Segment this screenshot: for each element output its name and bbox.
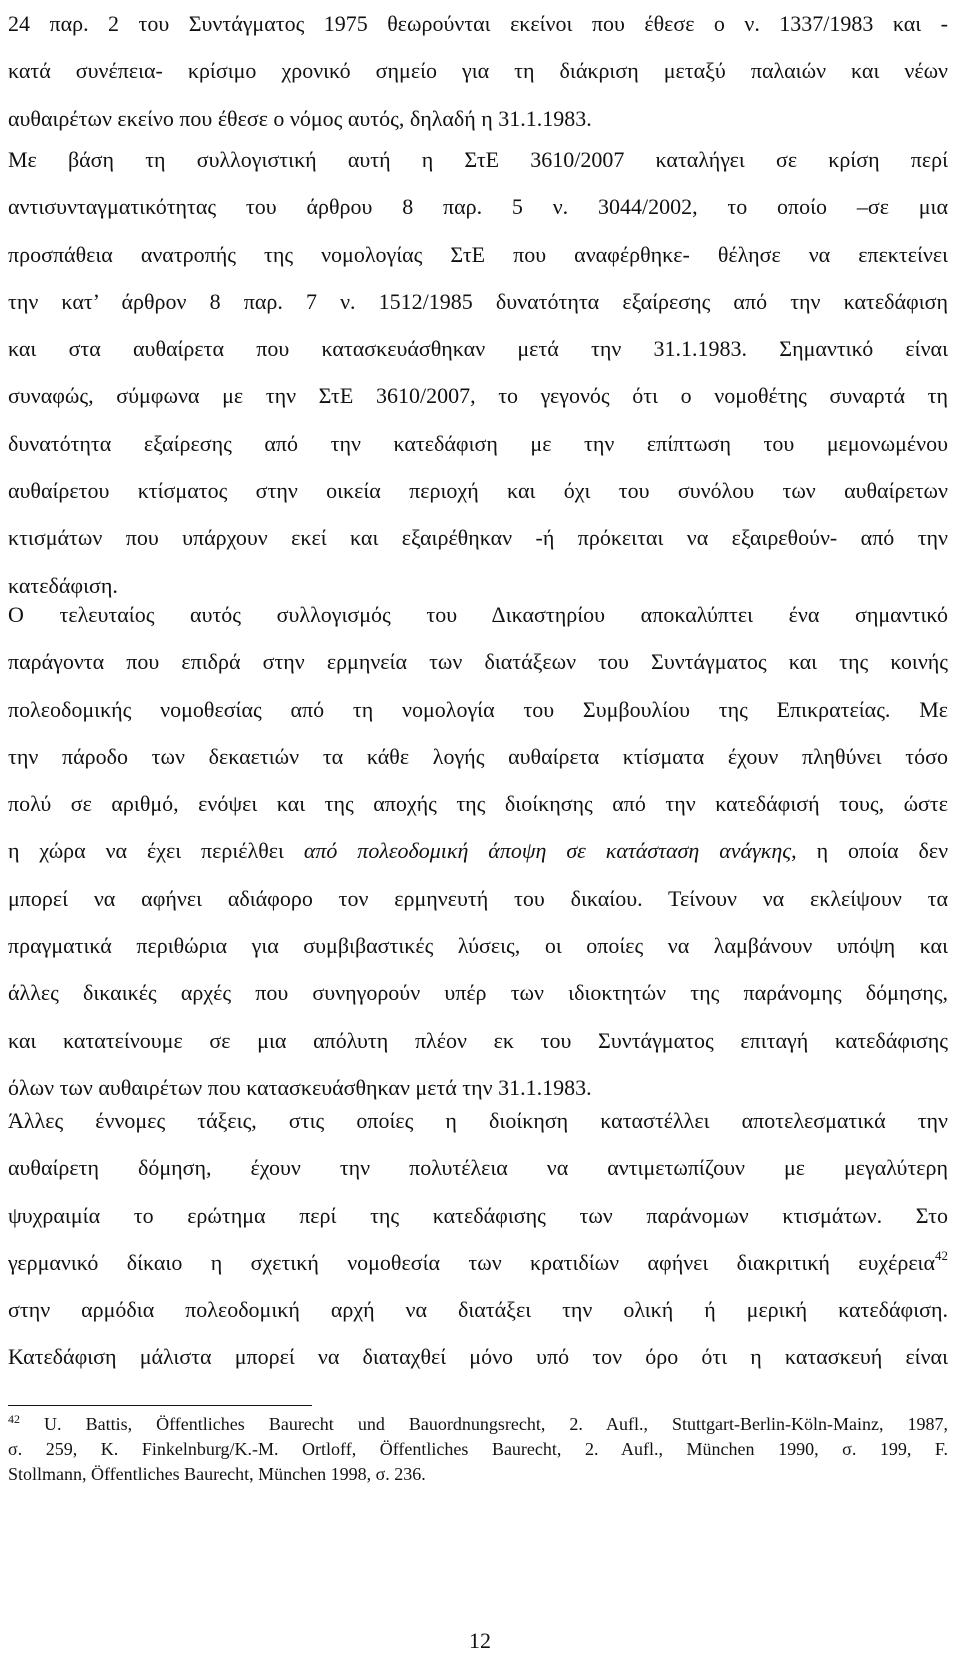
text-line: δυνατότητα εξαίρεσης από την κατεδάφιση με την επίπτωση του μεμονωμένου [8,430,948,456]
paragraph-3 [8,591,948,1111]
text-line: άλλες δικαικές αρχές που συνηγορούν υπέρ των ιδιοκτητών της παράνομης δόμησης, [8,980,948,1006]
text-line: πολύ σε αριθμό, ενόψει και της αποχής της διοίκησης από την κατεδάφισή τους, ώστε [8,791,948,817]
italic-phrase: από πολεοδομική άποψη σε κατάσταση ανάγκης [303,838,792,864]
text-line: ψυχραιμία το ερώτημα περί της κατεδάφισης των παράνομων κτισμάτων. Στο [8,1202,948,1228]
text-line [8,1239,948,1286]
text-line: αυθαίρετη δόμηση, έχουν την πολυτέλεια να αντιμετωπίζουν με μεγαλύτερη [8,1155,948,1181]
text-line: πολεοδομικής νομοθεσίας από τη νομολογία του Συμβουλίου της Επικρατείας. Με [8,696,948,722]
text-line: αυθαίρετου κτίσματος στην οικεία περιοχή και όχι του συνόλου των αυθαίρετων [8,478,948,504]
text-line: Ο τελευταίος αυτός συλλογισμός του Δικαστηρίου αποκαλύπτει ένα σημαντικό [8,602,948,627]
text-line: την πάροδο των δεκαετιών τα κάθε λογής αυθαίρετα κτίσματα έχουν πληθύνει τόσο [8,743,948,769]
text-segment: γερμανικό δίκαιο η σχετική νομοθεσία των κρατιδίων αφήνει διακριτική ευχέρεια [8,1249,935,1275]
footnote-number: 42 [8,1412,20,1426]
text-line: αυθαιρέτων εκείνο που έθεσε ο νόμος αυτός, δηλαδή η 31.1.1983. [8,105,592,131]
paragraph-1 [8,0,948,142]
text-line: μπορεί να αφήνει αδιάφορο τον ερμηνευτή του δικαίου. Τείνουν να εκλείψουν τα [8,885,948,911]
text-line: και στα αυθαίρετα που κατασκευάσθηκαν μετά την 31.1.1983. Σημαντικό είναι [8,336,948,362]
footnote-line: σ. 259, K. Finkelnburg/K.-M. Ortloff, Öffentliches Baurecht, 2. Aufl., München 1990, σ. 199, F. [8,1439,948,1459]
footnote-line: Stollmann, Öffentliches Baurecht, München 1998, σ. 236. [8,1464,426,1484]
paragraph-4 [8,1097,948,1381]
text-line: Κατεδάφιση μάλιστα μπορεί να διαταχθεί μόνο υπό τον όρο ότι η κατασκευή είναι [8,1344,948,1370]
text-line: την κατ’ άρθρον 8 παρ. 7 ν. 1512/1985 δυνατότητα εξαίρεσης από την κατεδάφιση [8,288,948,314]
text-line: Με βάση τη συλλογιστική αυτή η ΣτΕ 3610/2007 καταλήγει σε κρίση περί [8,147,948,172]
text-line: συναφώς, σύμφωνα με την ΣτΕ 3610/2007, το γεγονός ότι ο νομοθέτης συναρτά τη [8,383,948,409]
text-line: 24 παρ. 2 του Συντάγματος 1975 θεωρούνται εκείνοι που έθεσε ο ν. 1337/1983 και - [8,11,948,36]
text-line: προσπάθεια ανατροπής της νομολογίας ΣτΕ που αναφέρθηκε- θέλησε να επεκτείνει [8,241,948,267]
text-segment: , η οποία δεν [791,838,949,864]
text-line: αντισυνταγματικότητας του άρθρου 8 παρ. 5 ν. 3044/2002, το οποίο –σε μια [8,194,948,220]
paragraph-2 [8,136,948,609]
footnote [8,1412,948,1487]
text-line: κατά συνέπεια- κρίσιμο χρονικό σημείο για τη διάκριση μεταξύ παλαιών και νέων [8,58,948,84]
footnote-line [8,1412,948,1437]
text-line: κτισμάτων που υπάρχουν εκεί και εξαιρέθηκαν -ή πρόκειται να εξαιρεθούν- από την [8,525,948,551]
text-line: Άλλες έννομες τάξεις, στις οποίες η διοίκηση καταστέλλει αποτελεσματικά την [8,1108,948,1133]
text-line: και κατατείνουμε σε μια απόλυτη πλέον εκ του Συντάγματος επιταγή κατεδάφισης [8,1027,948,1053]
text-segment: η χώρα να έχει περιέλθει [8,838,304,864]
text-line: στην αρμόδια πολεοδομική αρχή να διατάξει την ολική ή μερική κατεδάφιση. [8,1297,948,1323]
footnote-text: U. Battis, Öffentliches Baurecht und Bauordnungsrecht, 2. Aufl., Stuttgart-Berlin-Köln-Mainz, 1987, [20,1414,948,1434]
footnote-separator [8,1405,312,1406]
page-number: 12 [469,1628,491,1653]
text-line [8,827,948,874]
footnote-reference[interactable]: 42 [935,1247,948,1263]
text-line: πραγματικά περιθώρια για συμβιβαστικές λύσεις, οι οποίες να λαμβάνουν υπόψη και [8,933,948,959]
text-line: κατεδάφιση. [8,572,118,598]
text-line: παράγοντα που επιδρά στην ερμηνεία των διατάξεων του Συντάγματος και της κοινής [8,649,948,675]
text-line: όλων των αυθαιρέτων που κατασκευάσθηκαν μετά την 31.1.1983. [8,1074,592,1100]
